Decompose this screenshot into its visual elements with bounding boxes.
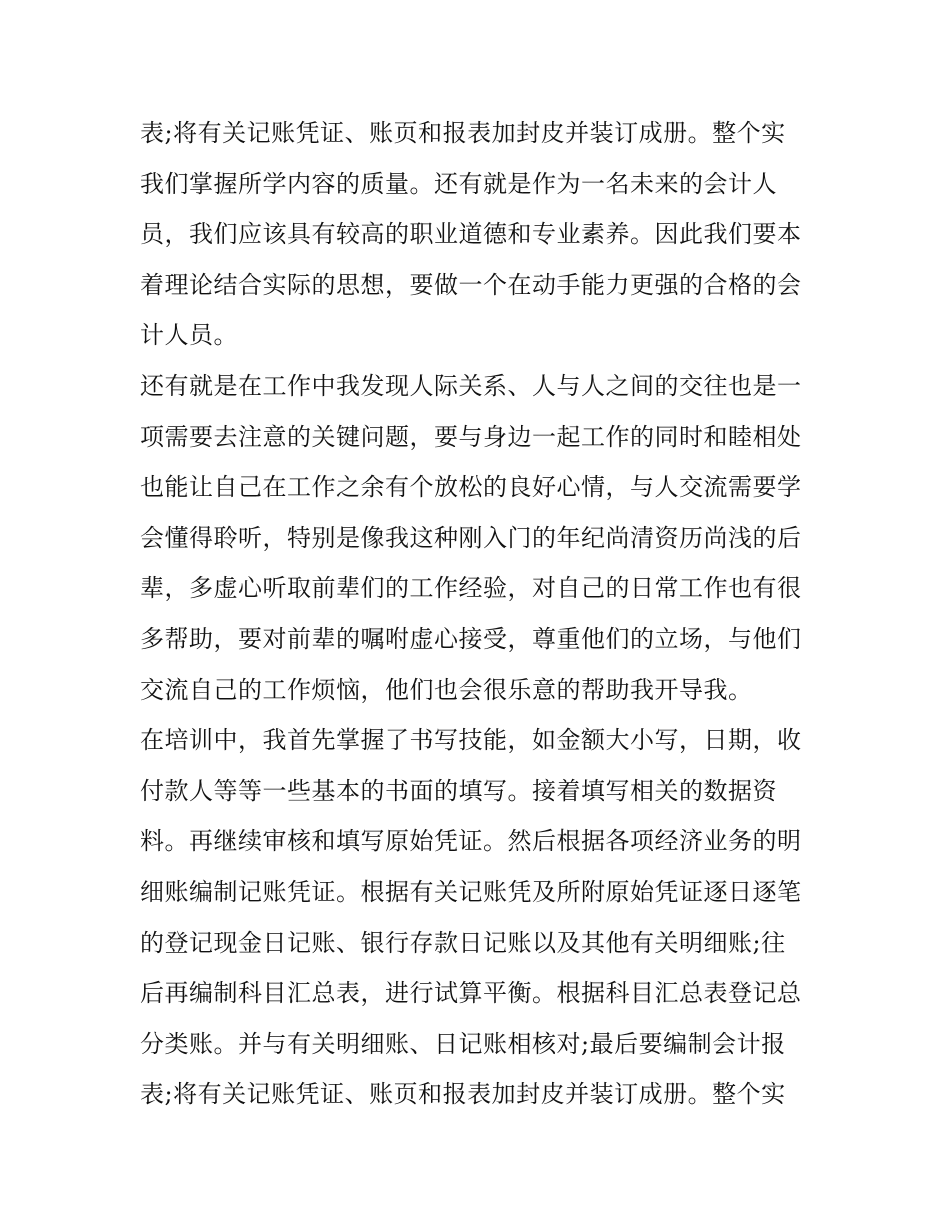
text-line: 多帮助，要对前辈的嘱咐虚心接受，尊重他们的立场，与他们 bbox=[140, 624, 802, 653]
text-line: 料。再继续审核和填写原始凭证。然后根据各项经济业务的明 bbox=[140, 827, 802, 856]
text-line: 员，我们应该具有较高的职业道德和专业素养。因此我们要本 bbox=[140, 220, 802, 249]
text-line: 还有就是在工作中我发现人际关系、人与人之间的交往也是一 bbox=[140, 371, 802, 400]
text-line: 分类账。并与有关明细账、日记账相核对;最后要编制会计报 bbox=[140, 1029, 786, 1058]
text-line: 表;将有关记账凭证、账页和报表加封皮并装订成册。整个实 bbox=[140, 1080, 786, 1109]
text-line: 表;将有关记账凭证、账页和报表加封皮并装订成册。整个实 bbox=[140, 119, 786, 147]
document-body-text bbox=[140, 108, 820, 1120]
text-line: 交流自己的工作烦恼，他们也会很乐意的帮助我开导我。 bbox=[140, 675, 753, 704]
text-line: 在培训中，我首先掌握了书写技能，如金额大小写，日期，收 bbox=[140, 726, 802, 755]
text-line: 后再编制科目汇总表，进行试算平衡。根据科目汇总表登记总 bbox=[140, 979, 802, 1008]
text-line: 也能让自己在工作之余有个放松的良好心情，与人交流需要学 bbox=[140, 473, 802, 502]
text-line: 着理论结合实际的思想，要做一个在动手能力更强的合格的会 bbox=[140, 270, 802, 299]
text-line: 项需要去注意的关键问题，要与身边一起工作的同时和睦相处 bbox=[140, 422, 802, 451]
text-line: 细账编制记账凭证。根据有关记账凭及所附原始凭证逐日逐笔 bbox=[140, 877, 802, 906]
text-line: 我们掌握所学内容的质量。还有就是作为一名未来的会计人 bbox=[140, 169, 777, 198]
text-line: 辈，多虚心听取前辈们的工作经验，对自己的日常工作也有很 bbox=[140, 574, 802, 603]
text-line: 付款人等等一些基本的书面的填写。接着填写相关的数据资 bbox=[140, 776, 777, 805]
text-line: 会懂得聆听，特别是像我这种刚入门的年纪尚清资历尚浅的后 bbox=[140, 523, 802, 552]
text-line: 计人员。 bbox=[140, 321, 238, 350]
text-line: 的登记现金日记账、银行存款日记账以及其他有关明细账;往 bbox=[140, 928, 786, 957]
